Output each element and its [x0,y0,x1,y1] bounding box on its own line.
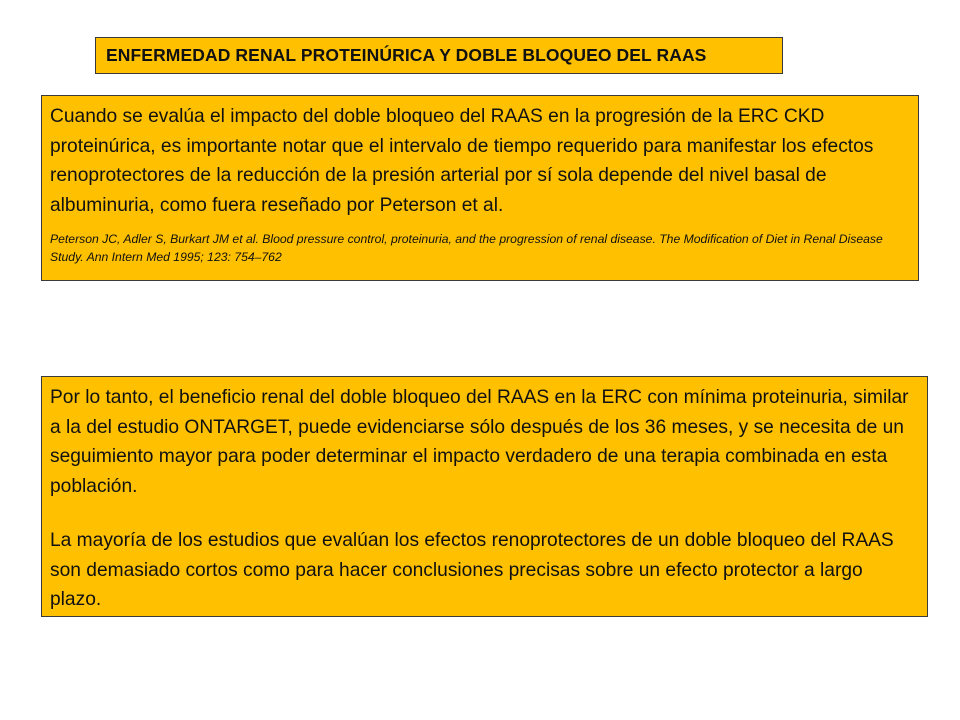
context-paragraph: Cuando se evalúa el impacto del doble bloqueo del RAAS en la progresión de la ERC CKD proteinúrica, es importante notar que el intervalo de tiempo requerido para manifestar los efectos renoprotectores de la reducción de la presión arterial por sí sola depende del nivel basal de albuminuria, como fuera reseñado por Peterson et al. [50,106,874,216]
conclusion-paragraph-2: La mayoría de los estudios que evalúan los efectos renoprotectores de un doble bloqueo del RAAS son demasiado cortos como para hacer conclusiones precisas sobre un efecto protector a largo plazo. [50,530,894,610]
context-text-box [41,95,919,281]
reference-citation: Peterson JC, Adler S, Burkart JM et al. Blood pressure control, proteinuria, and the progression of renal disease. The Modification of Diet in Renal Disease Study. Ann Intern Med 1995; 123: 754–762 [50,232,883,264]
slide-title-box [95,37,783,74]
conclusion-paragraph-1: Por lo tanto, el beneficio renal del doble bloqueo del RAAS en la ERC con mínima proteinuria, similar a la del estudio ONTARGET, puede evidenciarse sólo después de los 36 meses, y se necesita de un seguimiento mayor para poder determinar el impacto verdadero de una terapia combinada en esta población. [50,387,909,497]
conclusion-text-box [41,376,928,617]
slide-title: ENFERMEDAD RENAL PROTEINÚRICA Y DOBLE BLOQUEO DEL RAAS [106,45,707,65]
